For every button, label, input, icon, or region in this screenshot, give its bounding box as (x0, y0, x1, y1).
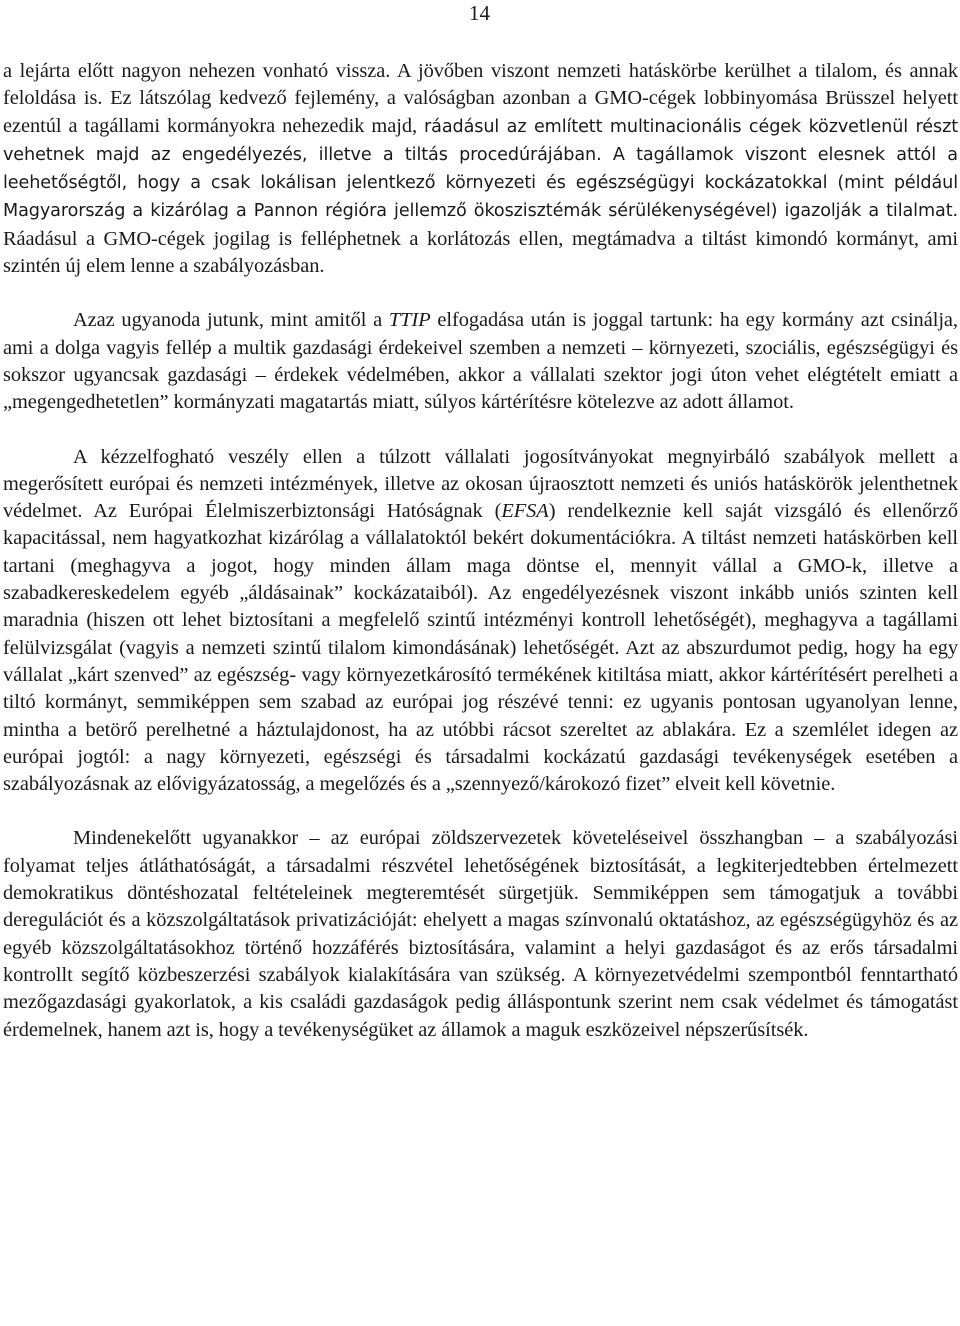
paragraph-1-text-d: Ráadásul a GMO-cégek jogilag is felléphetnek a korlátozás ellen, megtámadva a tiltást kimondó kormányt, ami szintén új elem lenne a szabályozásban. (3, 227, 958, 278)
paragraph-4 (3, 825, 958, 1043)
page-number: 14 (469, 1, 490, 25)
paragraph-3-text-b: ) rendelkeznie kell saját vizsgáló és ellenőrző kapacitással, nem hagyatkozhat kizárólag a vállalatoktól bekért dokumentációkra. A tiltást nemzeti hatáskörben kell tartani (meghagyva a jogot, hogy minden állam maga döntse el, mennyit vállal a GMO-k, illetve a szabadkereskedelem egyéb „áldásainak” kockázataiból). Az engedélyezésnek viszont inkább uniós szinten kell maradnia (hiszen ott lehet biztosítani a megfelelő szintű intézményi kontroll lehetőségét), meghagyva a tagállami felülvizsgálat (vagyis a nemzeti szintű tilalom kimondásának) lehetőségét. Azt az abszurdumot pedig, hogy ha egy vállalat „kárt szenved” az egészség- vagy környezetkárosító termékének kitiltása miatt, akkor kártérítésért perelheti a tiltó kormányt, semmiképpen sem szabad az európai jog részévé tenni: ez ugyanis pontosan ugyanolyan lenne, mintha a betörő perelhetné a háztulajdonost, ha az utóbbi rácsot szereltet az ablakára. Ez a szemlélet idegen az európai jogtól: a nagy környezeti, egészségi és társadalmi kockázatú gazdasági tevékenységek esetében a szabályozásnak az elővigyázatosság, a megelőzés és a „szennyező/károkozó fizet” elveit kell követnie. (3, 500, 958, 796)
paragraph-1 (3, 58, 958, 280)
paragraph-2 (3, 307, 958, 416)
efsa-term: EFSA (501, 500, 549, 523)
paragraph-1-text-b: ráadásul az említett multinacionális cégek közvetlenül részt vehetnek majd az engedélyezés, illetve a tiltás procedúrájában. (3, 116, 958, 165)
paragraph-3 (3, 444, 958, 799)
paragraph-1-text-a: a lejárta előtt nagyon nehezen vonható vissza. A jövőben viszont nemzeti hatáskörbe kerülhet a tilalom, és annak feloldása is. Ez látszólag kedvező fejlemény, a valóságban azonban a GMO-cégek lobbinyomása Brüsszel helyett ezentúl a tagállami kormányokra nehezedik majd, (3, 60, 958, 137)
paragraph-1-text-c: A tagállamok viszont elesnek attól a leehetőségtől, hogy a csak lokálisan jelentkező környezeti és egészségügyi kockázatokkal (mint például Magyarország a kizárólag a Pannon régióra jellemző ökoszisztémák sérülékenységével) igazolják a tilalmat. (3, 144, 958, 222)
paragraph-2-text-b: elfogadása után is joggal tartunk: ha egy kormány azt csinálja, ami a dolga vagyis fellép a multik gazdasági érdekeivel szemben a nemzeti – környezeti, szociális, egészségügyi és sokszor ugyancsak gazdasági – érdekek védelmében, akkor a vállalati szektor jogi úton vehet elégtételt emiatt a „megengedhetetlen” kormányzati magatartás miatt, súlyos kártérítésre kötelezve az adott államot. (3, 309, 958, 414)
ttip-term: TTIP (388, 309, 431, 332)
paragraph-3-text-a: A kézzelfogható veszély ellen a túlzott vállalati jogosítványokat megnyirbáló szabályok mellett a megerősített európai és nemzeti intézmények, illetve az okosan újraosztott nemzeti és uniós hatáskörök jelenthetnek védelmet. Az Európai Élelmiszerbiztonsági Hatóságnak ( (3, 445, 958, 523)
paragraph-4-text: Mindenekelőtt ugyanakkor – az európai zöldszervezetek követeléseivel összhangban – a szabályozási folyamat teljes átláthatóságát, a társadalmi részvétel lehetőségének biztosítását, a legkiterjedtebben értelmezett demokratikus döntéshozatal feltételeinek megteremtését sürgetjük. Semmiképpen sem támogatjuk a további deregulációt és a közszolgáltatások privatizációját: ehelyett a magas színvonalú oktatáshoz, az egészségügyhöz és az egyéb közszolgáltatásokhoz történő hozzáférés biztosítására, valamint a helyi gazdaságot és az erős társadalmi kontrollt segítő közbeszerzési szabályok kialakítására van szükség. A környezetvédelmi szempontból fenntartható mezőgazdasági gyakorlatok, a kis családi gazdaságok pedig álláspontunk szerint nem csak védelmet és támogatást érdemelnek, hanem azt is, hogy a tevékenységüket az államok a maguk eszközeivel népszerűsítsék. (3, 827, 958, 1041)
paragraph-2-text-a: Azaz ugyanoda jutunk, mint amitől a (73, 309, 389, 332)
